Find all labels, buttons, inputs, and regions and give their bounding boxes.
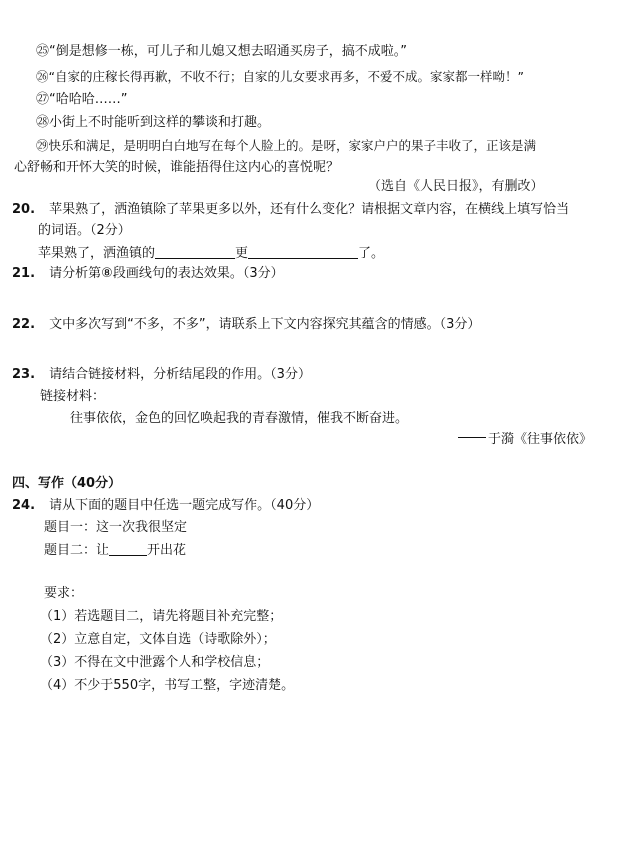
question-text: 的词语。（2分）	[38, 223, 131, 238]
question-number: 23.	[12, 367, 36, 382]
paragraph-text: “自家的庄稼长得再歉，不收不行；自家的儿女要求再多，不爱不成。家家都一样呦！”	[48, 69, 524, 84]
fill-suffix: 了。	[358, 246, 385, 261]
requirement-1	[40, 608, 282, 626]
paragraph-number: ㉕	[36, 44, 50, 59]
link-material-label	[40, 388, 105, 406]
requirements-label	[44, 585, 83, 603]
question-21	[12, 265, 284, 283]
answer-blank-1[interactable]	[155, 245, 235, 259]
req-label: 要求：	[44, 586, 84, 601]
question-number: 20.	[12, 202, 36, 217]
paragraph-number: ㉗	[36, 92, 50, 107]
paragraph-number: ㉖	[36, 69, 49, 84]
topic-2	[44, 542, 186, 560]
link-source: 于漪《往事依依》	[488, 432, 593, 447]
requirement-3	[40, 654, 269, 672]
paragraph-text: 小街上不时能听到这样的攀谈和打趣。	[49, 115, 271, 130]
paragraph-29	[36, 137, 536, 155]
paragraph-29-cont	[14, 159, 339, 177]
source-note	[368, 178, 544, 196]
question-20-cont	[38, 222, 131, 240]
req-text: （2）立意自定，文体自选（诗歌除外）；	[40, 632, 276, 647]
link-material-source	[458, 431, 592, 449]
question-22	[12, 316, 480, 334]
link-material-text	[70, 410, 408, 428]
paragraph-text: 快乐和满足，是明明白白地写在每个人脸上的。是呀，家家户户的果子丰收了，正该是满	[48, 138, 537, 153]
requirement-4	[40, 677, 294, 695]
paragraph-26	[36, 68, 524, 86]
link-label: 链接材料：	[40, 389, 106, 404]
topic-text: 题目一：这一次我很坚定	[44, 520, 188, 535]
topic-1	[44, 519, 187, 537]
question-text: 请从下面的题目中任选一题完成写作。（40分）	[49, 498, 320, 513]
dash-mark	[458, 437, 486, 438]
question-text: 请结合链接材料，分析结尾段的作用。（3分）	[49, 367, 311, 382]
question-number: 21.	[12, 266, 36, 281]
req-text: （1）若选题目二，请先将题目补充完整；	[40, 609, 283, 624]
fill-prefix: 苹果熟了，洒渔镇的	[38, 246, 156, 261]
req-text: （3）不得在文中泄露个人和学校信息；	[40, 655, 270, 670]
paragraph-number: ㉙	[36, 138, 49, 153]
question-text: 请分析第⑧段画线句的表达效果。（3分）	[49, 266, 284, 281]
paragraph-text: “倒是想修一栋，可儿子和儿媳又想去昭通买房子，搞不成啦。”	[49, 44, 407, 59]
section-4-title	[12, 475, 121, 493]
section-title: 四、写作（40分）	[12, 476, 122, 491]
paragraph-text: “哈哈哈……”	[49, 92, 128, 107]
question-20-fill	[38, 245, 384, 263]
question-text: 苹果熟了，洒渔镇除了苹果更多以外，还有什么变化？请根据文章内容，在横线上填写恰当	[49, 202, 570, 217]
paragraph-number: ㉘	[36, 115, 50, 130]
question-24	[12, 497, 319, 515]
requirement-2	[40, 631, 276, 649]
topic-prefix: 题目二：让	[44, 543, 110, 558]
topic-suffix: 开出花	[147, 543, 187, 558]
req-text: （4）不少于550字，书写工整，字迹清楚。	[40, 678, 295, 693]
question-number: 24.	[12, 498, 36, 513]
topic-blank[interactable]	[109, 542, 147, 556]
answer-blank-2[interactable]	[248, 245, 358, 259]
question-number: 22.	[12, 317, 36, 332]
fill-mid: 更	[235, 246, 249, 261]
source-text: （选自《人民日报》，有删改）	[368, 179, 544, 194]
paragraph-27	[36, 91, 128, 109]
question-text: 文中多次写到“不多，不多”，请联系上下文内容探究其蕴含的情感。（3分）	[49, 317, 481, 332]
question-20	[12, 201, 569, 219]
paragraph-text: 心舒畅和开怀大笑的时候，谁能捂得住这内心的喜悦呢？	[14, 160, 340, 175]
paragraph-28	[36, 114, 270, 132]
link-text: 往事依依，金色的回忆唤起我的青春激情，催我不断奋进。	[70, 411, 409, 426]
question-23	[12, 366, 311, 384]
paragraph-25	[36, 43, 407, 61]
